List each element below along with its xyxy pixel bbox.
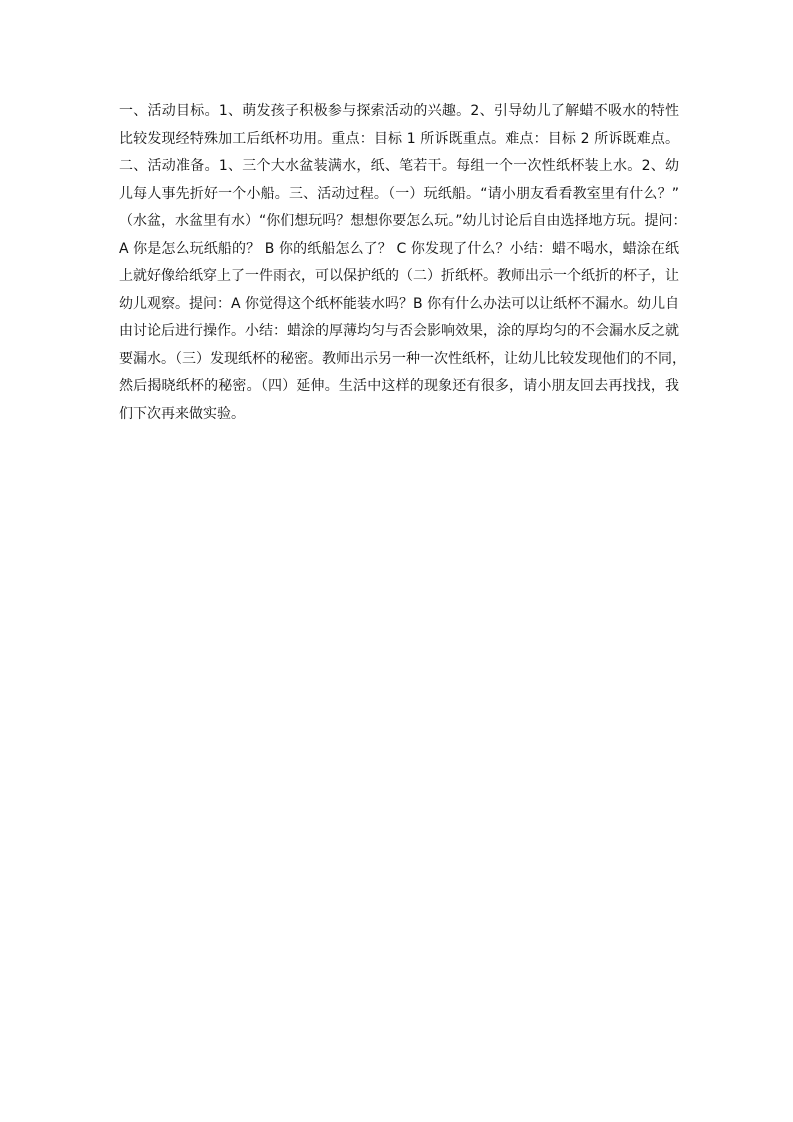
text-line: 一、活动目标。1、萌发孩子积极参与探索活动的兴趣。2、引导幼儿了解蜡不吸水的特性	[119, 103, 679, 119]
text-line: 儿每人事先折好一个小船。三、活动过程。（一）玩纸船。“请小朋友看看教室里有什么？”	[119, 185, 679, 202]
text-line: （水盆，水盆里有水）“你们想玩吗？想想你要怎么玩。”幼儿讨论后自由选择地方玩。提问：	[119, 213, 687, 229]
text-line: 由讨论后进行操作。小结：蜡涂的厚薄均匀与否会影响效果，涂的厚均匀的不会漏水反之就	[119, 323, 679, 339]
text-line: 比较发现经特殊加工后纸杯功用。重点：目标 1 所诉既重点。难点：目标 2 所诉既难点。	[119, 130, 679, 147]
text-line: A 你是怎么玩纸船的？ B 你的纸船怎么了？ C 你发现了什么？小结：蜡不喝水，蜡涂在纸	[119, 240, 679, 257]
text-line: 要漏水。（三）发现纸杯的秘密。教师出示另一种一次性纸杯，让幼儿比较发现他们的不同，	[119, 350, 686, 367]
text-line: 幼儿观察。提问：A 你觉得这个纸杯能装水吗？B 你有什么办法可以让纸杯不漏水。幼儿自	[119, 295, 680, 312]
text-line: 们下次再来做实验。	[119, 405, 245, 422]
text-line: 二、活动准备。1、三个大水盆装满水，纸、笔若干。每组一个一次性纸杯装上水。2、幼	[119, 158, 679, 174]
text-line: 上就好像给纸穿上了一件雨衣，可以保护纸的（二）折纸杯。教师出示一个纸折的杯子，让	[119, 268, 679, 284]
body-text	[119, 98, 687, 428]
text-line: 然后揭晓纸杯的秘密。（四）延伸。生活中这样的现象还有很多，请小朋友回去再找找，我	[119, 378, 679, 394]
